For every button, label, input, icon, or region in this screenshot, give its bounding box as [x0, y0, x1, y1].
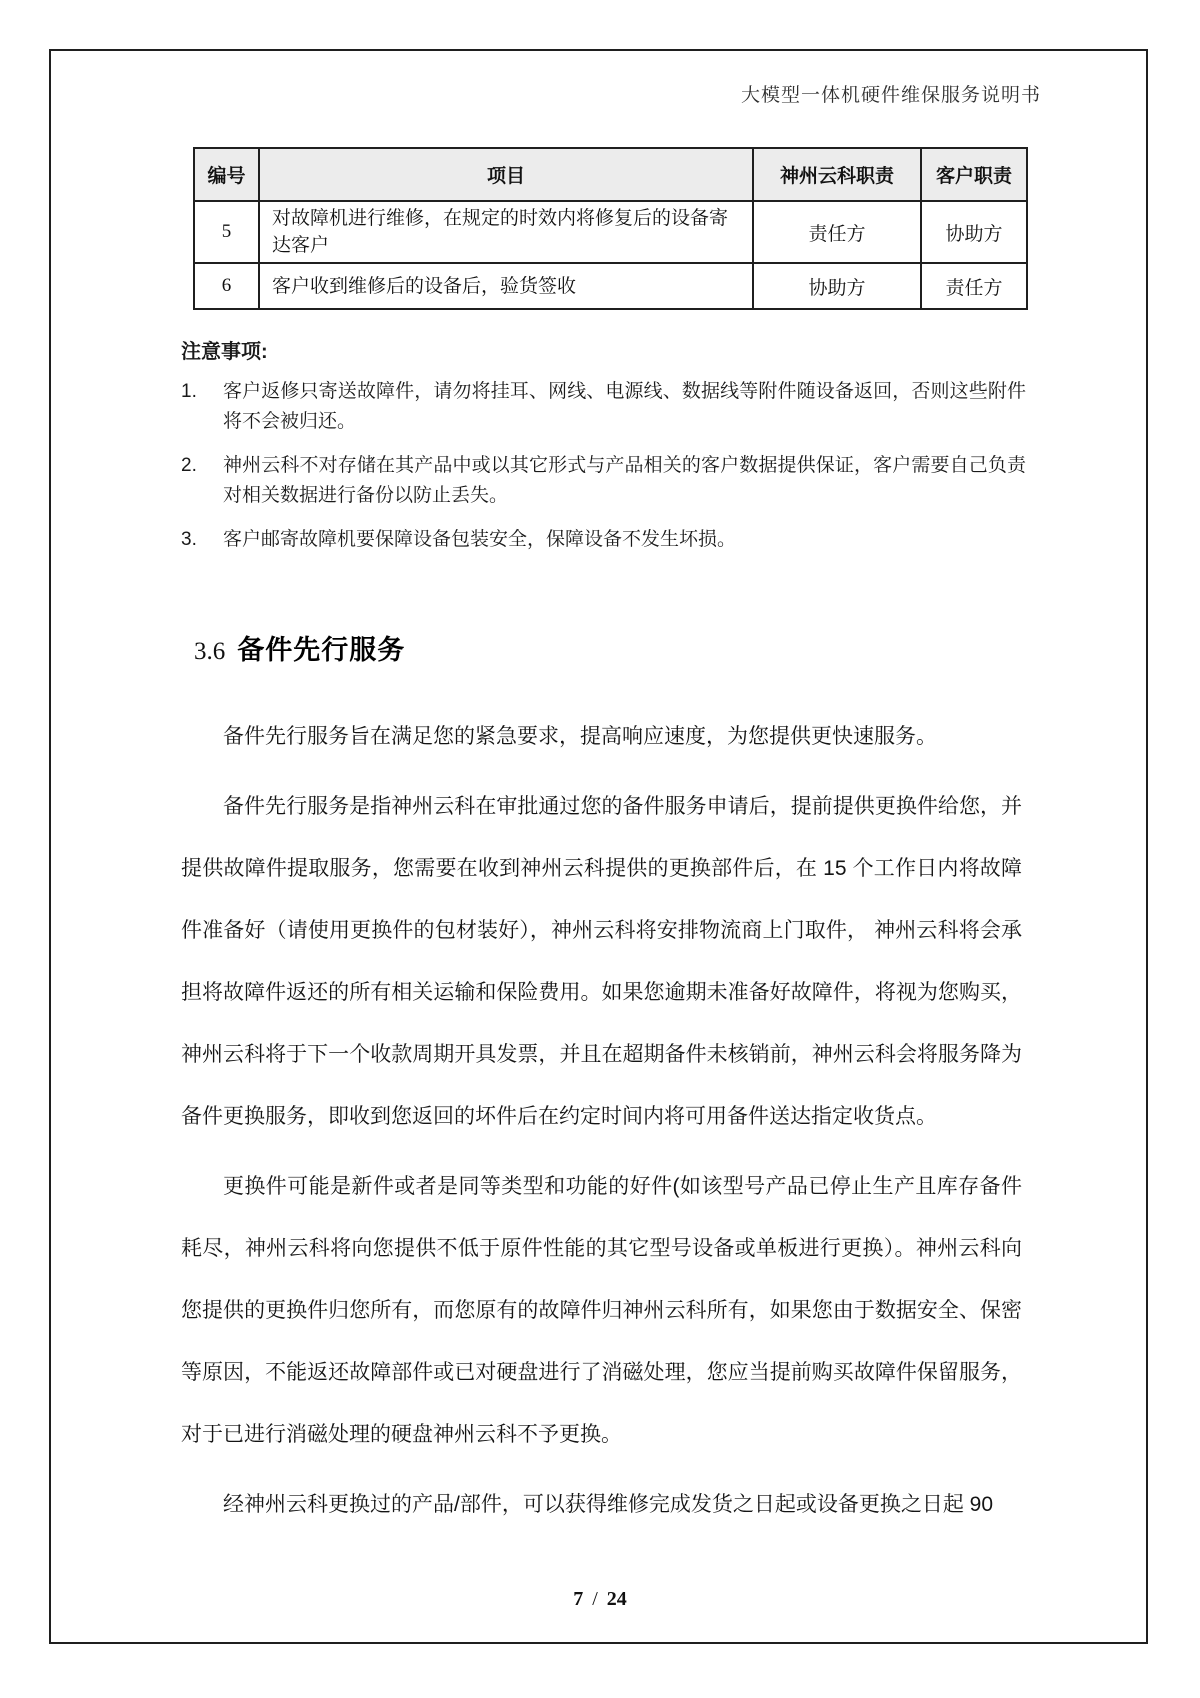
table-row [194, 263, 1027, 309]
cell-vendor-role: 协助方 [753, 263, 921, 309]
column-header-customer-duty: 客户职责 [921, 148, 1027, 201]
current-page-number: 7 [573, 1588, 584, 1610]
notes-section [181, 341, 1026, 555]
cell-item: 客户收到维修后的设备后，验货签收 [259, 263, 753, 309]
paragraph: 经神州云科更换过的产品/部件，可以获得维修完成发货之日起或设备更换之日起 90 [223, 1493, 994, 1516]
page-separator: / [592, 1588, 598, 1610]
section-number: 3.6 [194, 638, 226, 665]
total-page-count: 24 [606, 1588, 627, 1610]
list-item-number: 1. [181, 381, 197, 402]
section-body [181, 706, 1022, 1544]
list-item-number: 2. [181, 455, 197, 476]
cell-customer-role: 协助方 [921, 201, 1027, 263]
list-item [181, 377, 1026, 437]
paragraph: 备件先行服务是指神州云科在审批通过您的备件服务申请后，提前提供更换件给您，并提供故障件提取服务，您需要在收到神州云科提供的更换部件后，在 15 个工作日内将故障件准备好（请使用更换件的包材装好），神州云科将安排物流商上门取件， 神州云科将会承担将故障件返还的所有相关运输和保险费用。如果您逾期未准备好故障件，将视为您购买，神州云科将于下一个收款周期开具发票，并且在超期备件未核销前，神州云科会将服务降为备件更换服务，即收到您返回的坏件后在约定时间内将可用备件送达指定收货点。 [181, 795, 1022, 1128]
column-header-number: 编号 [194, 148, 259, 201]
page-footer [0, 1588, 1200, 1611]
list-item-number: 3. [181, 529, 197, 550]
list-item [181, 451, 1026, 511]
table-row [194, 201, 1027, 263]
paragraph: 更换件可能是新件或者是同等类型和功能的好件(如该型号产品已停止生产且库存备件耗尽，神州云科将向您提供不低于原件性能的其它型号设备或单板进行更换）。神州云科向您提供的更换件归您所有，而您原有的故障件归神州云科所有，如果您由于数据安全、保密等原因，不能返还故障部件或已对硬盘进行了消磁处理，您应当提前购买故障件保留服务，对于已进行消磁处理的硬盘神州云科不予更换。 [181, 1175, 1022, 1446]
table-header-row [194, 148, 1027, 201]
list-item-text: 神州云科不对存储在其产品中或以其它形式与产品相关的客户数据提供保证，客户需要自己负责对相关数据进行备份以防止丢失。 [223, 455, 1026, 506]
column-header-vendor-duty: 神州云科职责 [753, 148, 921, 201]
section-title: 备件先行服务 [237, 635, 406, 665]
responsibility-table [193, 147, 1028, 310]
list-item-text: 客户邮寄故障机要保障设备包装安全，保障设备不发生坏损。 [223, 529, 737, 550]
cell-number: 5 [194, 201, 259, 263]
cell-vendor-role: 责任方 [753, 201, 921, 263]
document-header-title: 大模型一体机硬件维保服务说明书 [740, 85, 1041, 106]
cell-number: 6 [194, 263, 259, 309]
cell-item: 对故障机进行维修，在规定的时效内将修复后的设备寄达客户 [259, 201, 753, 263]
paragraph: 备件先行服务旨在满足您的紧急要求，提高响应速度，为您提供更快速服务。 [223, 725, 937, 748]
section-heading [194, 628, 405, 667]
list-item [181, 525, 1026, 555]
list-item-text: 客户返修只寄送故障件，请勿将挂耳、网线、电源线、数据线等附件随设备返回，否则这些附件将不会被归还。 [223, 381, 1026, 432]
notes-title: 注意事项: [181, 341, 268, 363]
cell-customer-role: 责任方 [921, 263, 1027, 309]
column-header-item: 项目 [259, 148, 753, 201]
